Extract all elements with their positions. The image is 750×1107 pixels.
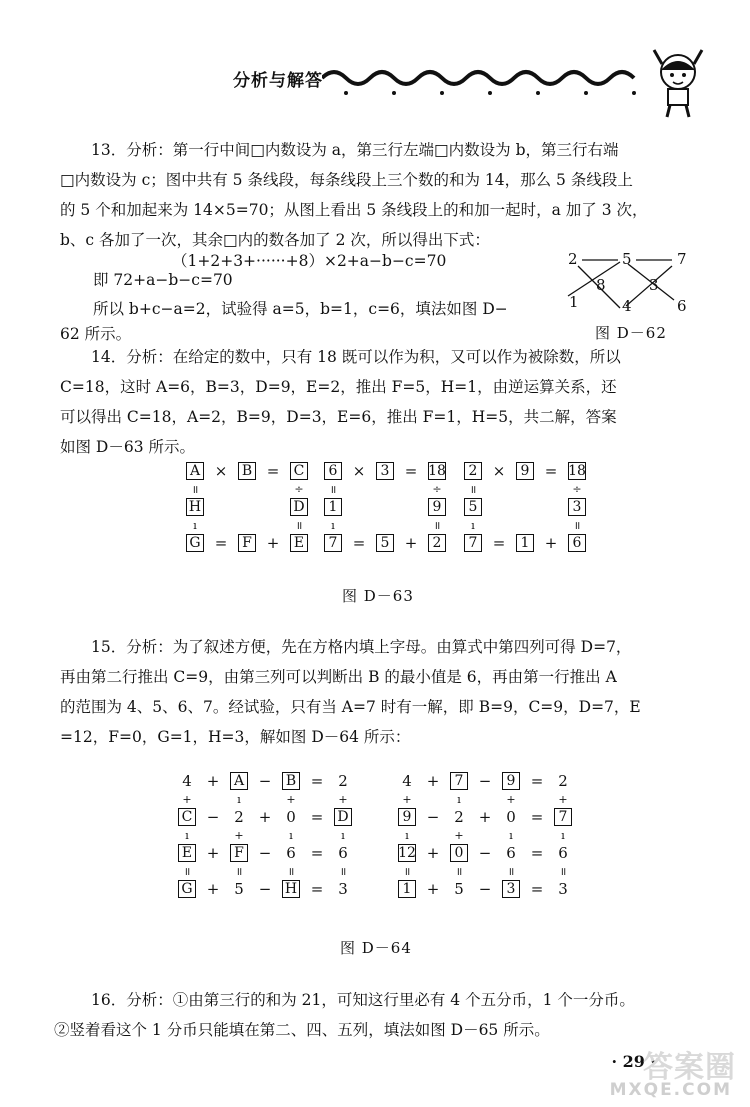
watermark-logo: 答案圈 — [643, 1050, 736, 1085]
grid-cell: 5 — [454, 880, 464, 898]
grid-op: = — [310, 880, 324, 898]
grid-cell: 2 — [432, 535, 442, 551]
q14-line-1: 14．分析：在给定的数中，只有 18 既可以作为积，又可以作为被除数，所以 — [91, 348, 621, 366]
grid-cell: 0 — [286, 808, 296, 826]
q13-result-cont: 62 所示。 — [60, 325, 132, 343]
q16-line-2: ②竖着看这个 1 分币只能填在第二、四、五列，填法如图 D－65 所示。 — [54, 1021, 550, 1039]
q15-text — [60, 632, 692, 752]
figure-d63-grid-solution-1 — [322, 460, 448, 554]
q13-result: 所以 b+c−a=2，试验得 a=5，b=1，c=6，填法如图 D− — [93, 300, 508, 318]
grid-op: ı — [185, 828, 189, 842]
op-eqv: ॥ — [295, 518, 303, 532]
op-eq: = — [352, 534, 366, 552]
q14-line-4: 如图 D－63 所示。 — [60, 438, 196, 456]
d62-node: 1 — [569, 293, 579, 311]
grid-cell: 0 — [454, 845, 464, 861]
figure-d62-caption: 图 D－62 — [595, 324, 667, 342]
op-times: × — [352, 462, 366, 480]
grid-op: + — [454, 828, 464, 842]
op-times: × — [492, 462, 506, 480]
grid-op: = — [310, 772, 324, 790]
op-div: ÷ — [572, 482, 582, 496]
op-eq: = — [492, 534, 506, 552]
grid-op: + — [558, 792, 568, 806]
grid-op: ॥ — [455, 864, 463, 878]
grid-cell: 4 — [402, 772, 412, 790]
d62-node: 5 — [622, 250, 632, 268]
grid-op: ॥ — [559, 864, 567, 878]
q13-text — [60, 135, 692, 255]
q14-text — [60, 342, 692, 462]
op-div: ÷ — [294, 482, 304, 496]
op-minus: ı — [331, 518, 335, 532]
grid-cell: 6 — [338, 844, 348, 862]
grid-cell: A — [233, 773, 245, 789]
figure-d64-caption: 图 D－64 — [340, 939, 412, 957]
grid-op: ॥ — [235, 864, 243, 878]
q14-line-2: C=18，这时 A=6，B=3，D=9，E=2，推出 F=5，H=1，由逆运算关系，还 — [60, 378, 617, 396]
q16-line-1: 16．分析：①由第三行的和为 21，可知这行里必有 4 个五分币，1 个一分币。 — [91, 991, 635, 1009]
q13-line-2: □内数设为 c；图中共有 5 条线段，每条线段上三个数的和为 14，那么 5 条线段上 — [60, 171, 633, 189]
grid-op: + — [478, 808, 492, 826]
grid-op: + — [206, 772, 220, 790]
grid-cell: F — [234, 845, 244, 861]
q13-line-4: b、c 各加了一次，其余□内的数各加了 2 次，所以得出下式： — [60, 231, 490, 249]
grid-cell: 9 — [506, 773, 516, 789]
grid-cell: 1 — [328, 499, 338, 515]
figure-d63-grid-letters — [184, 460, 310, 554]
op-eqv: ॥ — [329, 482, 337, 496]
grid-op: + — [402, 792, 412, 806]
d62-node: 8 — [596, 276, 606, 294]
grid-op: ı — [289, 828, 293, 842]
watermark-url: MXQE.COM — [609, 1080, 732, 1100]
grid-cell: G — [189, 535, 201, 551]
grid-cell: 0 — [506, 808, 516, 826]
q16-text — [54, 985, 692, 1045]
q15-line-3: 的范围为 4、5、6、7。经试验，只有当 A=7 时有一解，即 B=9，C=9，D=7，E — [60, 698, 641, 716]
grid-cell: 7 — [454, 773, 464, 789]
grid-cell: 7 — [558, 809, 568, 825]
grid-cell: 18 — [568, 463, 586, 479]
grid-cell: B — [285, 773, 297, 789]
q13-line-3: 的 5 个和加起来为 14×5=70；从图上看出 5 条线段上的和加一起时，a 加了 3 次， — [60, 201, 648, 219]
grid-op: + — [206, 844, 220, 862]
grid-op: = — [530, 880, 544, 898]
op-eq: = — [404, 462, 418, 480]
grid-op: ॥ — [287, 864, 295, 878]
op-div: ÷ — [432, 482, 442, 496]
grid-cell: C — [293, 463, 305, 479]
q13-formula-1: （1+2+3+······+8）×2+a−b−c=70 — [172, 252, 447, 270]
grid-cell: H — [284, 881, 298, 897]
grid-op: ı — [509, 828, 513, 842]
q15-line-2: 再由第二行推出 C=9，由第三列可以判断出 B 的最小值是 6，再由第一行推出 A — [60, 668, 617, 686]
grid-op: + — [506, 792, 516, 806]
grid-cell: 18 — [428, 463, 446, 479]
grid-cell: 6 — [558, 844, 568, 862]
op-minus: ı — [471, 518, 475, 532]
grid-op: + — [258, 808, 272, 826]
grid-op: ı — [237, 792, 241, 806]
grid-cell: 3 — [572, 499, 582, 515]
grid-op: + — [338, 792, 348, 806]
grid-op: ı — [457, 792, 461, 806]
op-plus: + — [404, 534, 418, 552]
grid-cell: E — [293, 535, 305, 551]
grid-op: ı — [561, 828, 565, 842]
grid-op: ॥ — [339, 864, 347, 878]
grid-cell: G — [181, 881, 193, 897]
header-wave-decoration — [322, 60, 650, 100]
grid-op: ॥ — [507, 864, 515, 878]
d62-node: 6 — [677, 297, 687, 315]
grid-op: + — [206, 880, 220, 898]
grid-cell: 1 — [402, 881, 412, 897]
q15-line-4: =12，F=0，G=1，H=3，解如图 D－64 所示： — [60, 728, 411, 746]
op-eq: = — [544, 462, 558, 480]
grid-op: ॥ — [403, 864, 411, 878]
grid-cell: 6 — [328, 463, 338, 479]
grid-cell: 2 — [558, 772, 568, 790]
figure-d63-grid-solution-2 — [462, 460, 588, 554]
op-eq: = — [266, 462, 280, 480]
op-eq: = — [214, 534, 228, 552]
grid-cell: 2 — [454, 808, 464, 826]
d62-node: 3 — [649, 276, 659, 294]
grid-op: − — [206, 808, 220, 826]
page-number: · 29 · — [611, 1052, 656, 1071]
grid-op: + — [182, 792, 192, 806]
grid-cell: 6 — [506, 844, 516, 862]
grid-cell: E — [181, 845, 193, 861]
op-times: × — [214, 462, 228, 480]
grid-op: ı — [405, 828, 409, 842]
figure-d63-caption: 图 D－63 — [342, 587, 414, 605]
grid-cell: 2 — [468, 463, 478, 479]
figure-d64-grid-letters — [176, 770, 354, 900]
grid-cell: H — [188, 499, 202, 515]
op-plus: + — [266, 534, 280, 552]
grid-op: ı — [341, 828, 345, 842]
grid-op: = — [530, 844, 544, 862]
grid-cell: D — [337, 809, 349, 825]
grid-cell: 3 — [380, 463, 390, 479]
grid-cell: 7 — [328, 535, 338, 551]
grid-op: − — [478, 772, 492, 790]
op-plus: + — [544, 534, 558, 552]
grid-cell: 3 — [338, 880, 348, 898]
grid-op: ॥ — [183, 864, 191, 878]
grid-cell: 7 — [468, 535, 478, 551]
grid-cell: C — [181, 809, 193, 825]
op-minus: ı — [193, 518, 197, 532]
cartoon-girl-icon — [648, 42, 708, 120]
grid-cell: 9 — [402, 809, 412, 825]
grid-op: − — [258, 772, 272, 790]
grid-cell: 5 — [468, 499, 478, 515]
grid-cell: 4 — [182, 772, 192, 790]
grid-op: + — [426, 880, 440, 898]
grid-cell: 5 — [234, 880, 244, 898]
op-eqv: ॥ — [573, 518, 581, 532]
d62-node: 7 — [677, 250, 687, 268]
grid-cell: 5 — [380, 535, 390, 551]
d62-node: 4 — [622, 297, 632, 315]
grid-op: − — [426, 808, 440, 826]
grid-cell: 2 — [338, 772, 348, 790]
grid-op: + — [426, 772, 440, 790]
q13-formula-2: 即 72+a−b−c=70 — [93, 271, 233, 289]
figure-d64-grid-solution — [396, 770, 574, 900]
op-eqv: ॥ — [433, 518, 441, 532]
grid-cell: 12 — [398, 845, 416, 861]
grid-cell: 1 — [520, 535, 530, 551]
grid-op: − — [258, 844, 272, 862]
q15-line-1: 15．分析：为了叙述方便，先在方格内填上字母。由算式中第四列可得 D=7， — [91, 638, 632, 656]
grid-op: = — [530, 808, 544, 826]
grid-cell: 9 — [520, 463, 530, 479]
grid-op: = — [310, 844, 324, 862]
grid-cell: 9 — [432, 499, 442, 515]
grid-op: + — [234, 828, 244, 842]
grid-op: − — [478, 844, 492, 862]
grid-cell: A — [189, 463, 201, 479]
grid-cell: B — [241, 463, 253, 479]
grid-op: − — [478, 880, 492, 898]
grid-cell: D — [293, 499, 305, 515]
grid-cell: 3 — [558, 880, 568, 898]
d62-node: 2 — [568, 250, 578, 268]
op-eqv: ॥ — [191, 482, 199, 496]
grid-cell: 2 — [234, 808, 244, 826]
grid-cell: 3 — [506, 881, 516, 897]
grid-op: = — [310, 808, 324, 826]
grid-op: + — [426, 844, 440, 862]
header-title: 分析与解答 — [233, 71, 323, 91]
grid-op: + — [286, 792, 296, 806]
grid-cell: 6 — [572, 535, 582, 551]
q14-line-3: 可以得出 C=18，A=2，B=9，D=3，E=6，推出 F=1，H=5，共二解，答案 — [60, 408, 617, 426]
grid-cell: F — [242, 535, 252, 551]
grid-cell: 6 — [286, 844, 296, 862]
op-eqv: ॥ — [469, 482, 477, 496]
q13-line-1: 13．分析：第一行中间□内数设为 a，第三行左端□内数设为 b，第三行右端 — [91, 141, 619, 159]
grid-op: = — [530, 772, 544, 790]
grid-op: − — [258, 880, 272, 898]
